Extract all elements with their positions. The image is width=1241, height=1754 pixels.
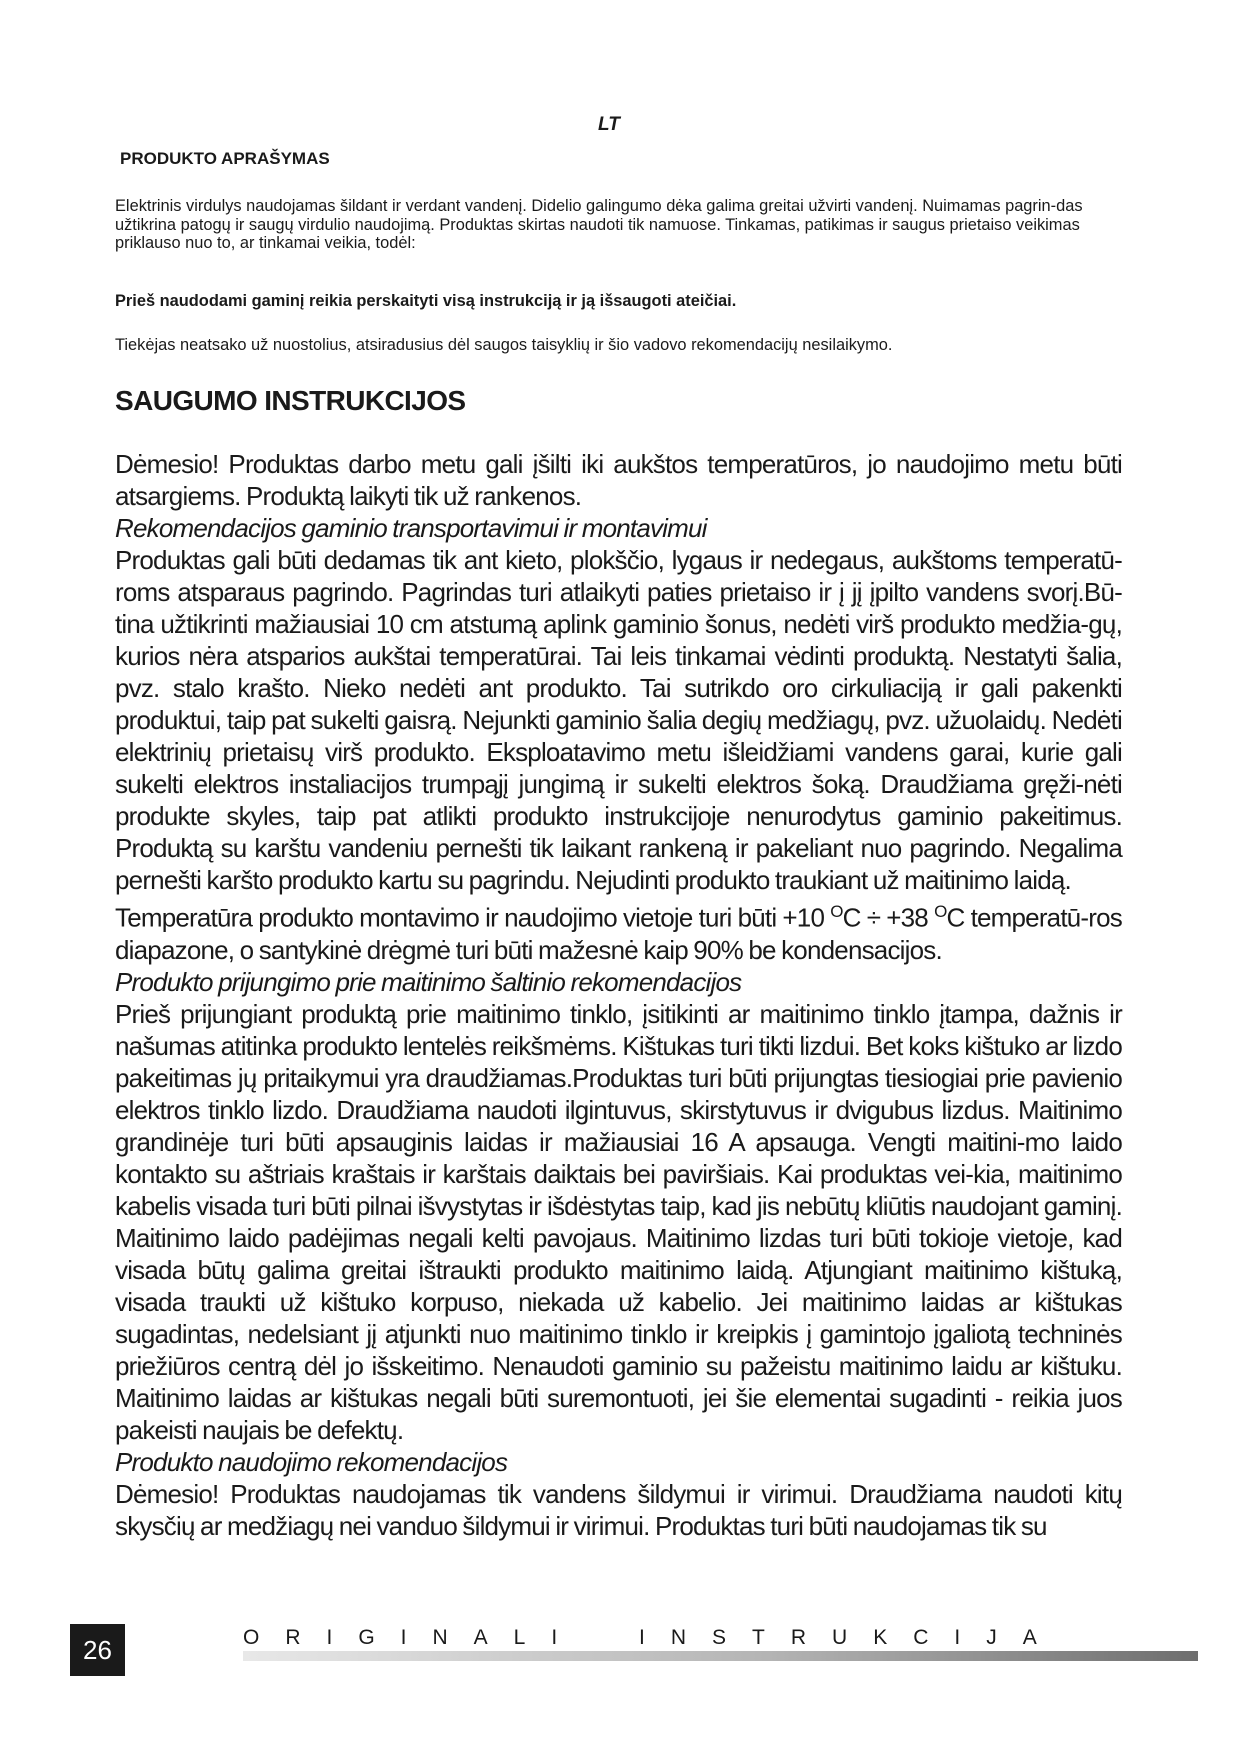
temperature-paragraph — [115, 896, 1122, 966]
page-number: 26 — [70, 1624, 125, 1676]
read-instructions-warning: Prieš naudodami gaminį reikia perskaityti visą instrukciją ir ją išsaugoti ateičiai. — [115, 292, 737, 310]
footer-title: ORIGINALI INSTRUKCIJA — [243, 1626, 1063, 1649]
degree-symbol: O — [830, 902, 843, 921]
usage-paragraph: Dėmesio! Produktas naudojamas tik vandens šildymui ir virimui. Draudžiama naudoti kitų skysčių ar medžiagų nei vanduo šildymui ir virimui. Produktas turi būti naudojamas tik su — [115, 1478, 1122, 1541]
temperature-text-b: C ÷ +38 — [842, 902, 935, 933]
subheading-usage: Produkto naudojimo rekomendacijos — [115, 1446, 508, 1477]
attention-paragraph: Dėmesio! Produktas darbo metu gali įšilti iki aukštos temperatūros, jo naudojimo metu būti atsargiems. Produktą laikyti tik už rankenos. — [115, 449, 1122, 511]
power-connection-paragraph: Prieš prijungiant produktą prie maitinimo tinklo, įsitikinti ar maitinimo tinklo įtampa, dažnis ir našumas atitinka produkto lentelės reikšmėms. Kištukas turi tikti lizdui. Bet koks kištuko ar lizdo pakeitimas jų pritaikymui yra draudžiamas.Produktas turi būti prijungtas tiesiogiai prie pavienio elektros tinklo lizdo. Draudžiama naudoti ilgintuvus, skirstytuvus ir dvigubus lizdus. Maitinimo grandinėje turi būti apsauginis laidas ir mažiausiai 16 A apsauga. Vengti maitini-mo laido kontakto su aštriais kraštais ir karštais daiktais bei paviršiais. Kai produktas vei-kia, maitinimo kabelis visada turi būti pilnai išvystytas ir išdėstytas taip, kad jis nebūtų kliūtis naudojant gaminį. Maitinimo laido padėjimas negali kelti pavojaus. Maitinimo lizdas turi būti tokioje vietoje, kad visada būtų galima greitai ištraukti produkto maitinimo laidą. Atjungiant maitinimo kištuką, visada traukti už kištuko korpuso, niekada už kabelio. Jei maitinimo laidas ar kištukas sugadintas, nedelsiant jį atjunkti nuo maitinimo tinklo ir kreipkis į gamintojo įgaliotą techninės priežiūros centrą dėl jo išskeitimo. Nenaudoti gaminio su pažeistu maitinimo laidu ar kištuku. Maitinimo laidas ar kištukas negali būti suremontuoti, jei šie elementai sugadinti - reikia juos pakeisti naujais be defektų. — [115, 998, 1122, 1445]
temperature-text-a: Temperatūra produkto montavimo ir naudojimo vietoje turi būti +10 — [115, 902, 831, 933]
subheading-power-connection: Produkto prijungimo prie maitinimo šaltinio rekomendacijos — [115, 966, 742, 997]
footer-gradient-bar — [243, 1651, 1198, 1661]
subheading-transport: Rekomendacijos gaminio transportavimui ir montavimui — [115, 513, 707, 543]
language-code: LT — [598, 114, 620, 135]
transport-paragraph: Produktas gali būti dedamas tik ant kieto, plokščio, lygaus ir nedegaus, aukštoms temperatū-roms atsparaus pagrindo. Pagrindas turi atlaikyti paties prietaiso ir į jį įpilto vandens svorį.Bū-tina užtikrinti mažiausiai 10 cm atstumą aplink gaminio šonus, nedėti virš produkto medžia-gų, kurios nėra atsparios aukštai temperatūrai. Tai leis tinkamai vėdinti produktą. Nestatyti šalia, pvz. stalo krašto. Nieko nedėti ant produkto. Tai sutrikdo oro cirkuliaciją ir gali pakenkti produktui, taip pat sukelti gaisrą. Nejunkti gaminio šalia degių medžiagų, pvz. užuolaidų. Nedėti elektrinių prietaisų virš produkto. Eksploatavimo metu išleidžiami vandens garai, kurie gali sukelti elektros instaliacijos trumpąjį jungimą ir sukelti elektros šoką. Draudžiama gręži-nėti produkte skyles, taip pat atlikti produkto instrukcijoje nenurodytus gaminio pakeitimus. Produktą su karštu vandeniu pernešti tik laikant rankeną ir pakeliant nuo pagrindo. Negalima pernešti karšto produkto kartu su pagrindu. Nejudinti produkto traukiant už maitinimo laidą. — [115, 545, 1122, 895]
section-title-safety-instructions: SAUGUMO INSTRUKCIJOS — [115, 385, 466, 416]
degree-symbol: O — [934, 902, 947, 921]
product-description-text: Elektrinis virdulys naudojamas šildant ir verdant vandenį. Didelio galingumo dėka galima greitai užvirti vandenį. Nuimamas pagrin-das užtikrina patogų ir saugų virdulio naudojimą. Produktas skirtas naudoti tik namuose. Tinkamas, patikimas ir saugus prietaiso veikimas priklauso nuo to, ar tinkamai veikia, todėl: — [115, 197, 1083, 252]
safety-instructions-body — [115, 448, 1122, 1542]
temperature-text-c: C temperatū-ros diapazone, o santykinė drėgmė turi būti mažesnė kaip 90% be kondensacijos. — [115, 902, 1123, 965]
liability-disclaimer: Tiekėjas neatsako už nuostolius, atsiradusius dėl saugos taisyklių ir šio vadovo rekomendacijų nesilaikymo. — [115, 336, 893, 354]
section-title-product-description: PRODUKTO APRAŠYMAS — [120, 149, 330, 168]
